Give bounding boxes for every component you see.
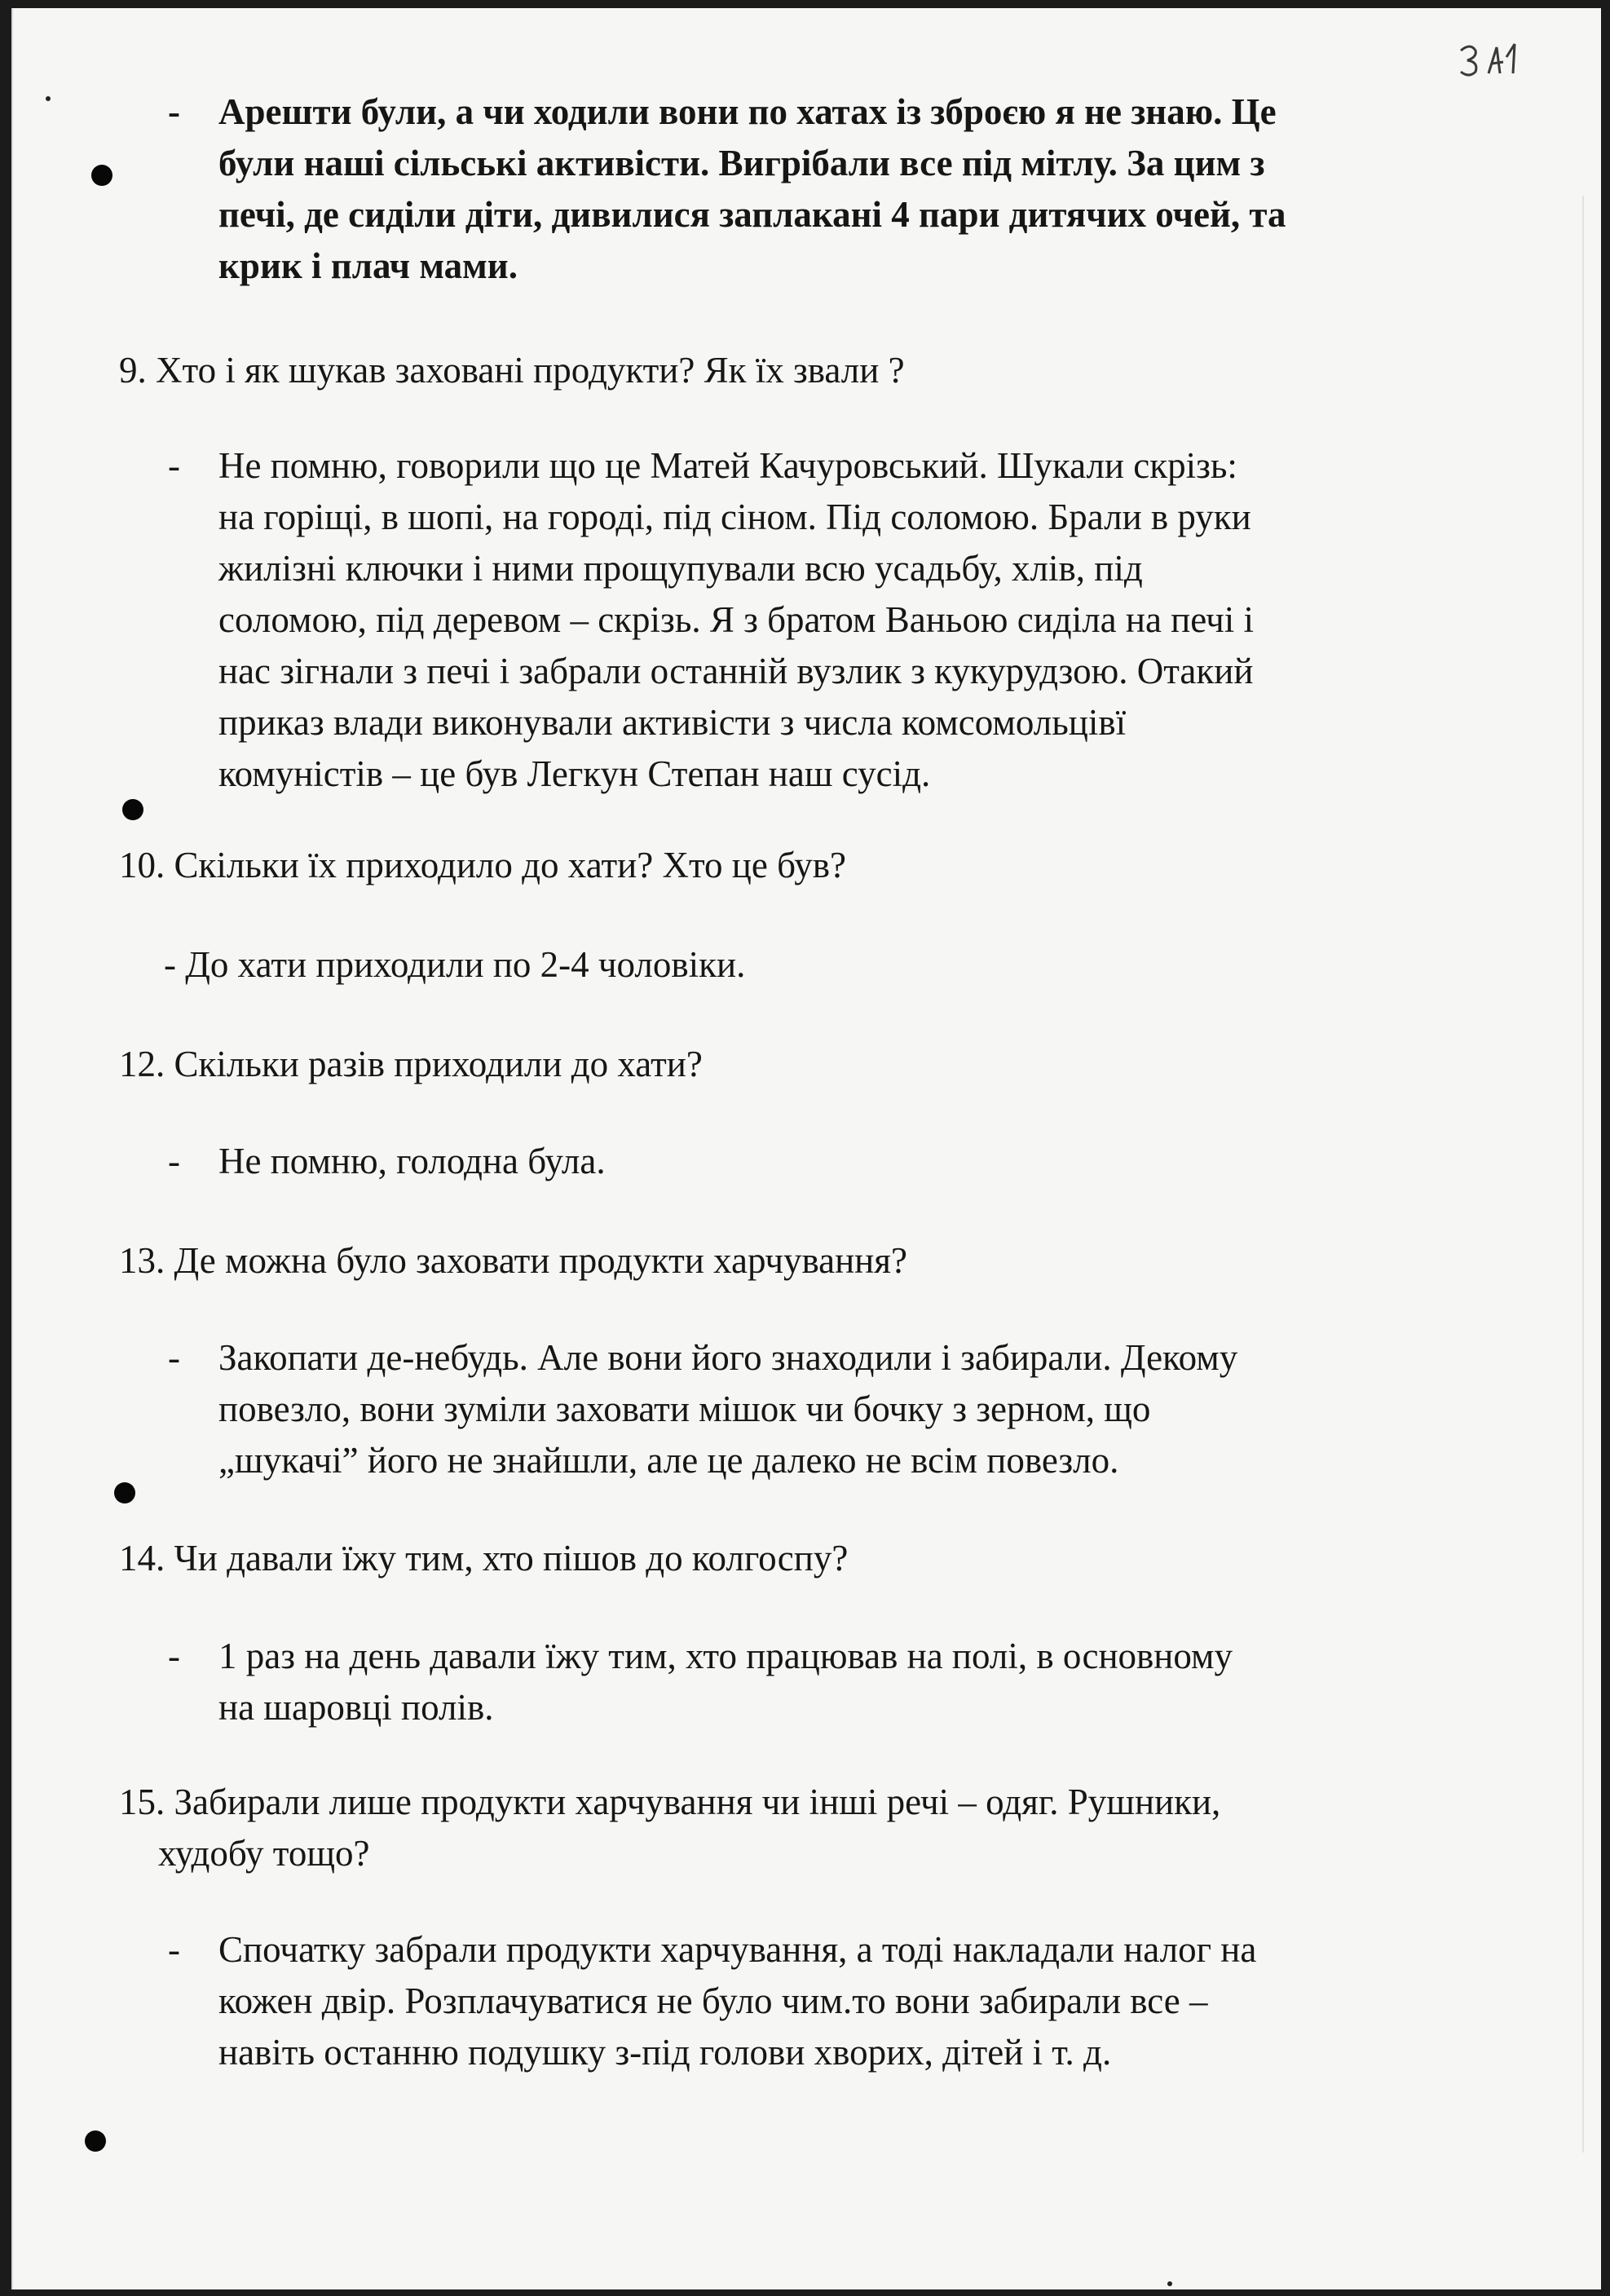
punch-hole (85, 2130, 106, 2152)
question-text: 14. Чи давали їжу тим, хто пішов до колгоспу? (119, 1538, 849, 1578)
answer-line: нас зігнали з печі і забрали останній вузлик з кукурудзою. Отакий (218, 651, 1254, 691)
punch-hole (91, 165, 112, 186)
answer-line: були наші сільські активісти. Вигрібали все під мітлу. За цим з (218, 143, 1265, 183)
question-12 (119, 1039, 703, 1090)
answer-dash: - (168, 1337, 180, 1378)
answer-line: повезло, вони зуміли заховати мішок чи бочку з зерном, що (218, 1389, 1151, 1429)
question-text: 13. Де можна було заховати продукти харчування? (119, 1240, 907, 1281)
answer-line: комуністів – це був Легкун Степан наш сусід. (218, 753, 931, 794)
scan-speck (46, 96, 51, 101)
answer-line: жилізні ключки і ними прощупували всю усадьбу, хлів, під (218, 548, 1143, 589)
answer-block (164, 939, 745, 991)
answer-line: на горіщі, в шопі, на городі, під сіном. Під соломою. Брали в руки (218, 497, 1251, 537)
answer-line: печі, де сиділи діти, дивилися заплакані 4 пари дитячих очей, та (218, 194, 1286, 235)
scan-edge-line (1582, 196, 1584, 2152)
answer-dash: - (168, 1636, 180, 1676)
answer-line: - До хати приходили по 2-4 чоловіки. (164, 944, 746, 985)
punch-hole (114, 1482, 135, 1503)
answer-line: „шукачі” його не знайшли, але це далеко не всім повезло. (218, 1440, 1119, 1481)
answer-text (218, 440, 1254, 800)
punch-hole (122, 799, 143, 820)
question-10 (119, 840, 846, 891)
answer-dash: - (168, 91, 180, 132)
question-text: 15. Забирали лише продукти харчування чи інші речі – одяг. Рушники, (119, 1782, 1221, 1822)
answer-line: крик і плач мами. (218, 245, 518, 286)
answer-text (218, 1332, 1237, 1486)
answer-line: Арешти були, а чи ходили вони по хатах із зброєю я не знаю. Це (218, 91, 1277, 132)
answer-line: навіть останню подушку з-під голови хворих, дітей і т. д. (218, 2032, 1112, 2073)
question-14 (119, 1533, 848, 1584)
answer-text (218, 1136, 606, 1187)
question-15 (119, 1777, 1220, 1879)
answer-text (218, 86, 1286, 292)
answer-text (218, 1924, 1256, 2078)
answer-line: на шаровці полів. (218, 1687, 494, 1728)
answer-line: кожен двір. Розплачуватися не було чим.то вони забирали все – (218, 1980, 1208, 2021)
handwritten-page-number (1456, 41, 1521, 82)
answer-dash: - (168, 1929, 180, 1970)
answer-dash: - (168, 445, 180, 486)
answer-line: Спочатку забрали продукти харчування, а тоді накладали налог на (218, 1929, 1257, 1970)
answer-line: Закопати де-небудь. Але вони його знаходили і забирали. Декому (218, 1337, 1238, 1378)
answer-line: соломою, під деревом – скрізь. Я з братом Ваньою сиділа на печі і (218, 599, 1254, 640)
answer-dash: - (168, 1141, 180, 1181)
question-text: 9. Хто і як шукав заховані продукти? Як їх звали ? (119, 350, 905, 391)
question-13 (119, 1235, 907, 1287)
answer-line: 1 раз на день давали їжу тим, хто працював на полі, в основному (218, 1636, 1233, 1676)
scan-speck (1167, 2281, 1172, 2286)
question-9 (119, 345, 905, 396)
answer-line: приказ влади виконували активісти з числа комсомольцівї (218, 702, 1127, 743)
question-text: 12. Скільки разів приходили до хати? (119, 1044, 703, 1084)
document-page (11, 8, 1601, 2289)
question-text: худобу тощо? (158, 1833, 370, 1874)
answer-text (218, 1631, 1233, 1733)
question-text: 10. Скільки їх приходило до хати? Хто це був? (119, 845, 847, 885)
answer-line: Не помню, голодна була. (218, 1141, 606, 1181)
answer-line: Не помню, говорили що це Матей Качуровський. Шукали скрізь: (218, 445, 1237, 486)
